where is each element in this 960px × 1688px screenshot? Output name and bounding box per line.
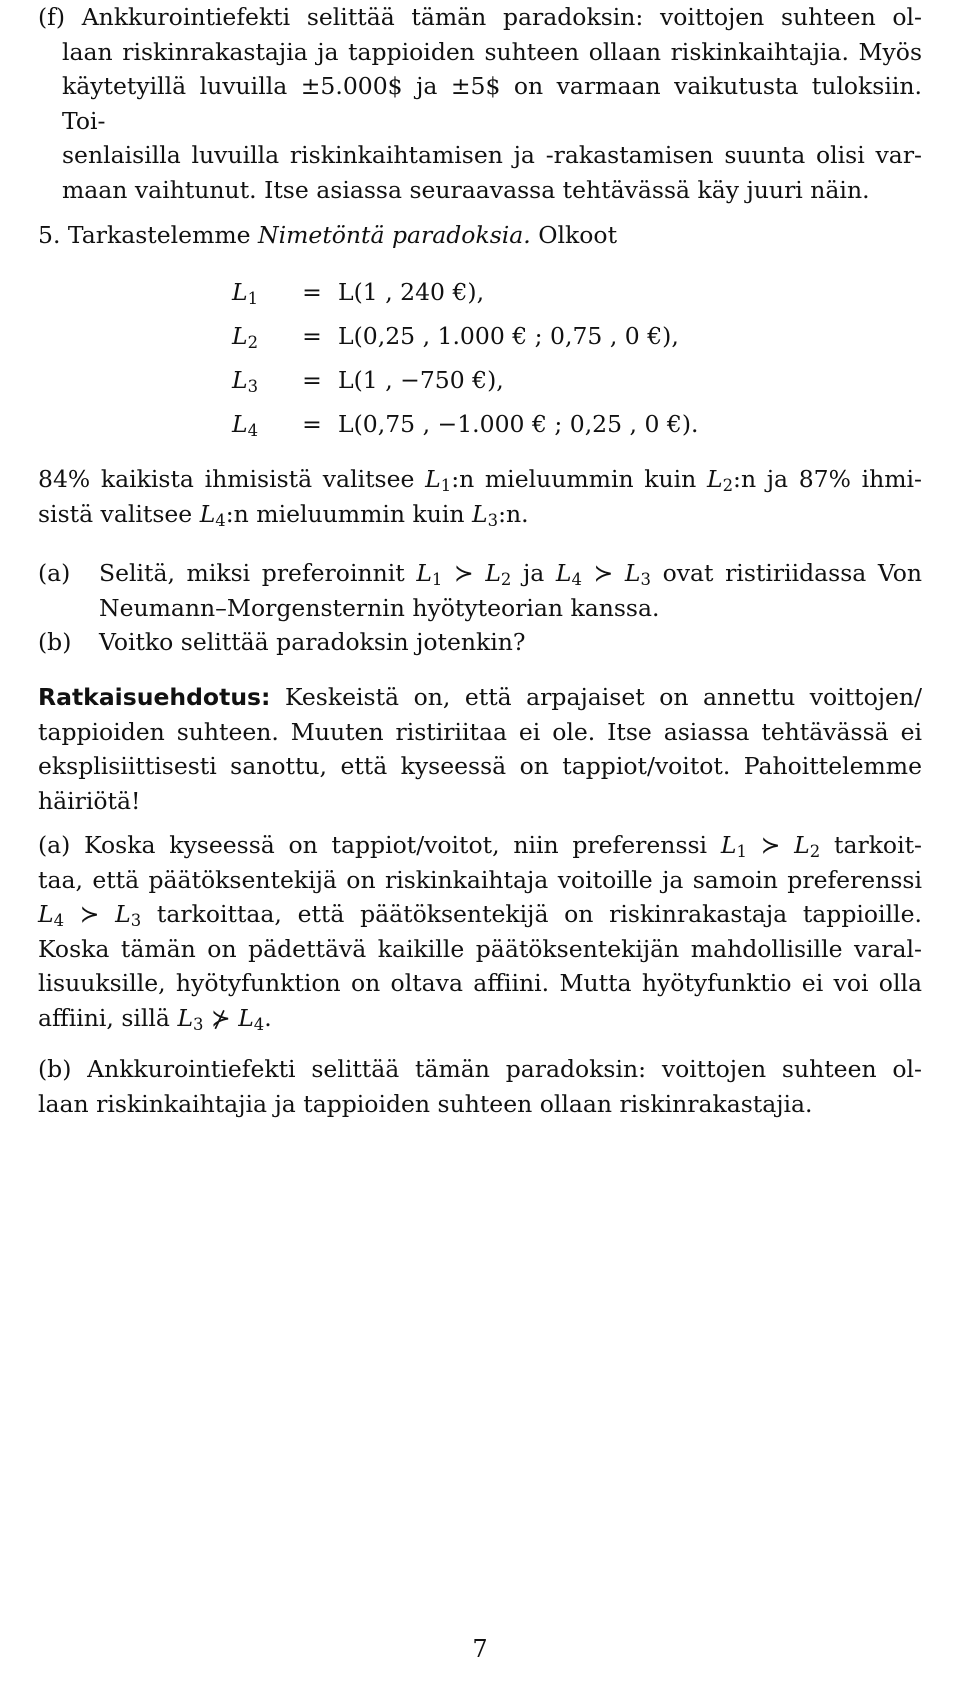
text-fragment: Selitä, miksi preferoinnit bbox=[99, 559, 405, 587]
paragraph-f bbox=[38, 0, 922, 208]
lottery-symbol: L bbox=[232, 322, 248, 350]
text-fragment: (a) Koska kyseessä on tappiot/voitot, niin preferenssi bbox=[38, 831, 708, 859]
text-fragment: affiini, sillä bbox=[38, 1003, 170, 1032]
answer-a: (a) Koska kyseessä on tappiot/voitot, niin preferenssi $L_1$ ≻ $L_2$ tarkoit- taa, että päätöksentekijä on riskinkaihtaja voitoille ja samoin preferenssi $L_4$ ≻ $L_3$ tarkoittaa, että päätöksentekijä on riskinrakastaja tappioille. Koska tämän on pädettävä kaikille päätöksentekijän mahdollisille varal- lisuuksille, hyötyfunktion on oltava affiini. Mutta hyötyfunktio ei voi olla affiini, sillä $L_3$ ⊁ $L_4$. bbox=[38, 831, 922, 1035]
text-line: Neumann–Morgensternin hyötyteorian kanssa. bbox=[99, 593, 660, 622]
lottery-index: 3 bbox=[247, 377, 259, 397]
text-line: taa, että päätöksentekijä on riskinkaihtaja voitoille ja samoin preferenssi bbox=[38, 865, 922, 894]
text-fragment: :n ja 87% ihmi- bbox=[733, 465, 922, 493]
item-label: (a) bbox=[38, 559, 71, 587]
preference-symbol: ≻ bbox=[760, 831, 781, 859]
lottery-definition: L(0,75 , −1.000 € ; 0,25 , 0 €). bbox=[338, 410, 699, 438]
solution-paragraph bbox=[38, 680, 922, 818]
equals-sign: = bbox=[302, 410, 322, 438]
text-fragment: sistä valitsee bbox=[38, 499, 193, 528]
text-line: Voitko selittää paradoksin jotenkin? bbox=[99, 628, 526, 656]
paradox-name: Nimetöntä paradoksia. bbox=[258, 221, 531, 249]
lottery-index: 4 bbox=[247, 421, 259, 441]
lottery-equations bbox=[232, 270, 699, 446]
question-a: (a) Selitä, miksi preferoinnit $L_1$ ≻ $L_2$ ja $L_4$ ≻ $L_3$ ovat ristiriidassa Von Neumann–Morgensternin hyötyteorian kanssa. bbox=[38, 556, 922, 625]
text-line: tappioiden suhteen. Muuten ristiriitaa ei ole. Itse asiassa tehtävässä ei bbox=[38, 717, 922, 746]
solution-heading: Ratkaisuehdotus: bbox=[38, 683, 271, 711]
lottery-symbol: L bbox=[232, 410, 248, 438]
equation-row bbox=[232, 358, 699, 402]
task-number: 5. bbox=[38, 221, 61, 249]
preference-symbol: ≻ bbox=[79, 900, 100, 929]
equation-row bbox=[232, 314, 699, 358]
text-line: lisuuksille, hyötyfunktion on oltava affiini. Mutta hyötyfunktio ei voi olla bbox=[38, 969, 922, 998]
text-line: (f) Ankkurointiefekti selittää tämän paradoksin: voittojen suhteen ol- bbox=[38, 3, 922, 31]
task-text: Tarkastelemme bbox=[67, 221, 251, 249]
lottery-definition: L(0,25 , 1.000 € ; 0,75 , 0 €), bbox=[338, 322, 679, 350]
page-number: 7 bbox=[472, 1635, 488, 1663]
text-line: laan riskinrakastajia ja tappioiden suhteen ollaan riskinkaihtajia. Myös bbox=[62, 37, 922, 66]
task-text: Olkoot bbox=[538, 221, 618, 249]
question-b bbox=[38, 625, 922, 660]
text-fragment: ja bbox=[523, 559, 545, 587]
text-line: käytetyillä luvuilla ±5.000$ ja ±5$ on varmaan vaikutusta tuloksiin. Toi- bbox=[62, 72, 922, 135]
text-line: senlaisilla luvuilla riskinkaihtamisen ja -rakastamisen suunta olisi var- bbox=[62, 141, 922, 170]
equation-row bbox=[232, 402, 699, 446]
text-line: Koska tämän on pädettävä kaikille päätöksentekijän mahdollisille varal- bbox=[38, 934, 922, 963]
text-fragment: 84% kaikista ihmisistä valitsee bbox=[38, 465, 415, 493]
equation-row bbox=[232, 270, 699, 314]
lottery-index: 2 bbox=[247, 333, 259, 353]
text-line: eksplisiittisesti sanottu, että kyseessä on tappiot/voitot. Pahoittelemme bbox=[38, 752, 922, 781]
not-preference-symbol: ⊁ bbox=[211, 1003, 231, 1032]
equals-sign: = bbox=[302, 278, 322, 306]
text-fragment: tarkoit- bbox=[834, 831, 922, 859]
text-fragment: :n mieluummin kuin bbox=[225, 499, 465, 528]
text-fragment: ovat ristiriidassa Von bbox=[662, 559, 922, 587]
task-5-intro bbox=[38, 218, 922, 253]
answer-b bbox=[38, 1052, 922, 1121]
text-line: laan riskinkaihtajia ja tappioiden suhteen ollaan riskinrakastajia. bbox=[38, 1089, 813, 1118]
lottery-definition: L(1 , −750 €), bbox=[338, 366, 504, 394]
lottery-index: 1 bbox=[247, 289, 259, 309]
text-fragment: tarkoittaa, että päätöksentekijä on riskinrakastaja tappioille. bbox=[156, 900, 922, 929]
item-label: (b) bbox=[38, 628, 72, 656]
text-fragment: Keskeistä on, että arpajaiset on annettu voittojen/ bbox=[284, 683, 922, 711]
text-fragment: :n mieluummin kuin bbox=[451, 465, 697, 493]
lottery-symbol: L bbox=[232, 366, 248, 394]
preference-symbol: ≻ bbox=[593, 559, 614, 587]
text-fragment: :n. bbox=[498, 499, 529, 528]
text-line: häiriötä! bbox=[38, 786, 141, 815]
preference-symbol: ≻ bbox=[454, 559, 474, 587]
equals-sign: = bbox=[302, 366, 322, 394]
lottery-symbol: L bbox=[232, 278, 248, 306]
equals-sign: = bbox=[302, 322, 322, 350]
statistics-paragraph: 84% kaikista ihmisistä valitsee $L_1:n$ mieluummin kuin $L_2:n$ ja 87% ihmi- sistä valitsee $L_4:n$ mieluummin kuin $L_3:n$. bbox=[38, 465, 922, 530]
text-line: (b) Ankkurointiefekti selittää tämän paradoksin: voittojen suhteen ol- bbox=[38, 1055, 922, 1083]
text-line: maan vaihtunut. Itse asiassa seuraavassa tehtävässä käy juuri näin. bbox=[62, 175, 870, 204]
lottery-definition: L(1 , 240 €), bbox=[338, 278, 485, 306]
